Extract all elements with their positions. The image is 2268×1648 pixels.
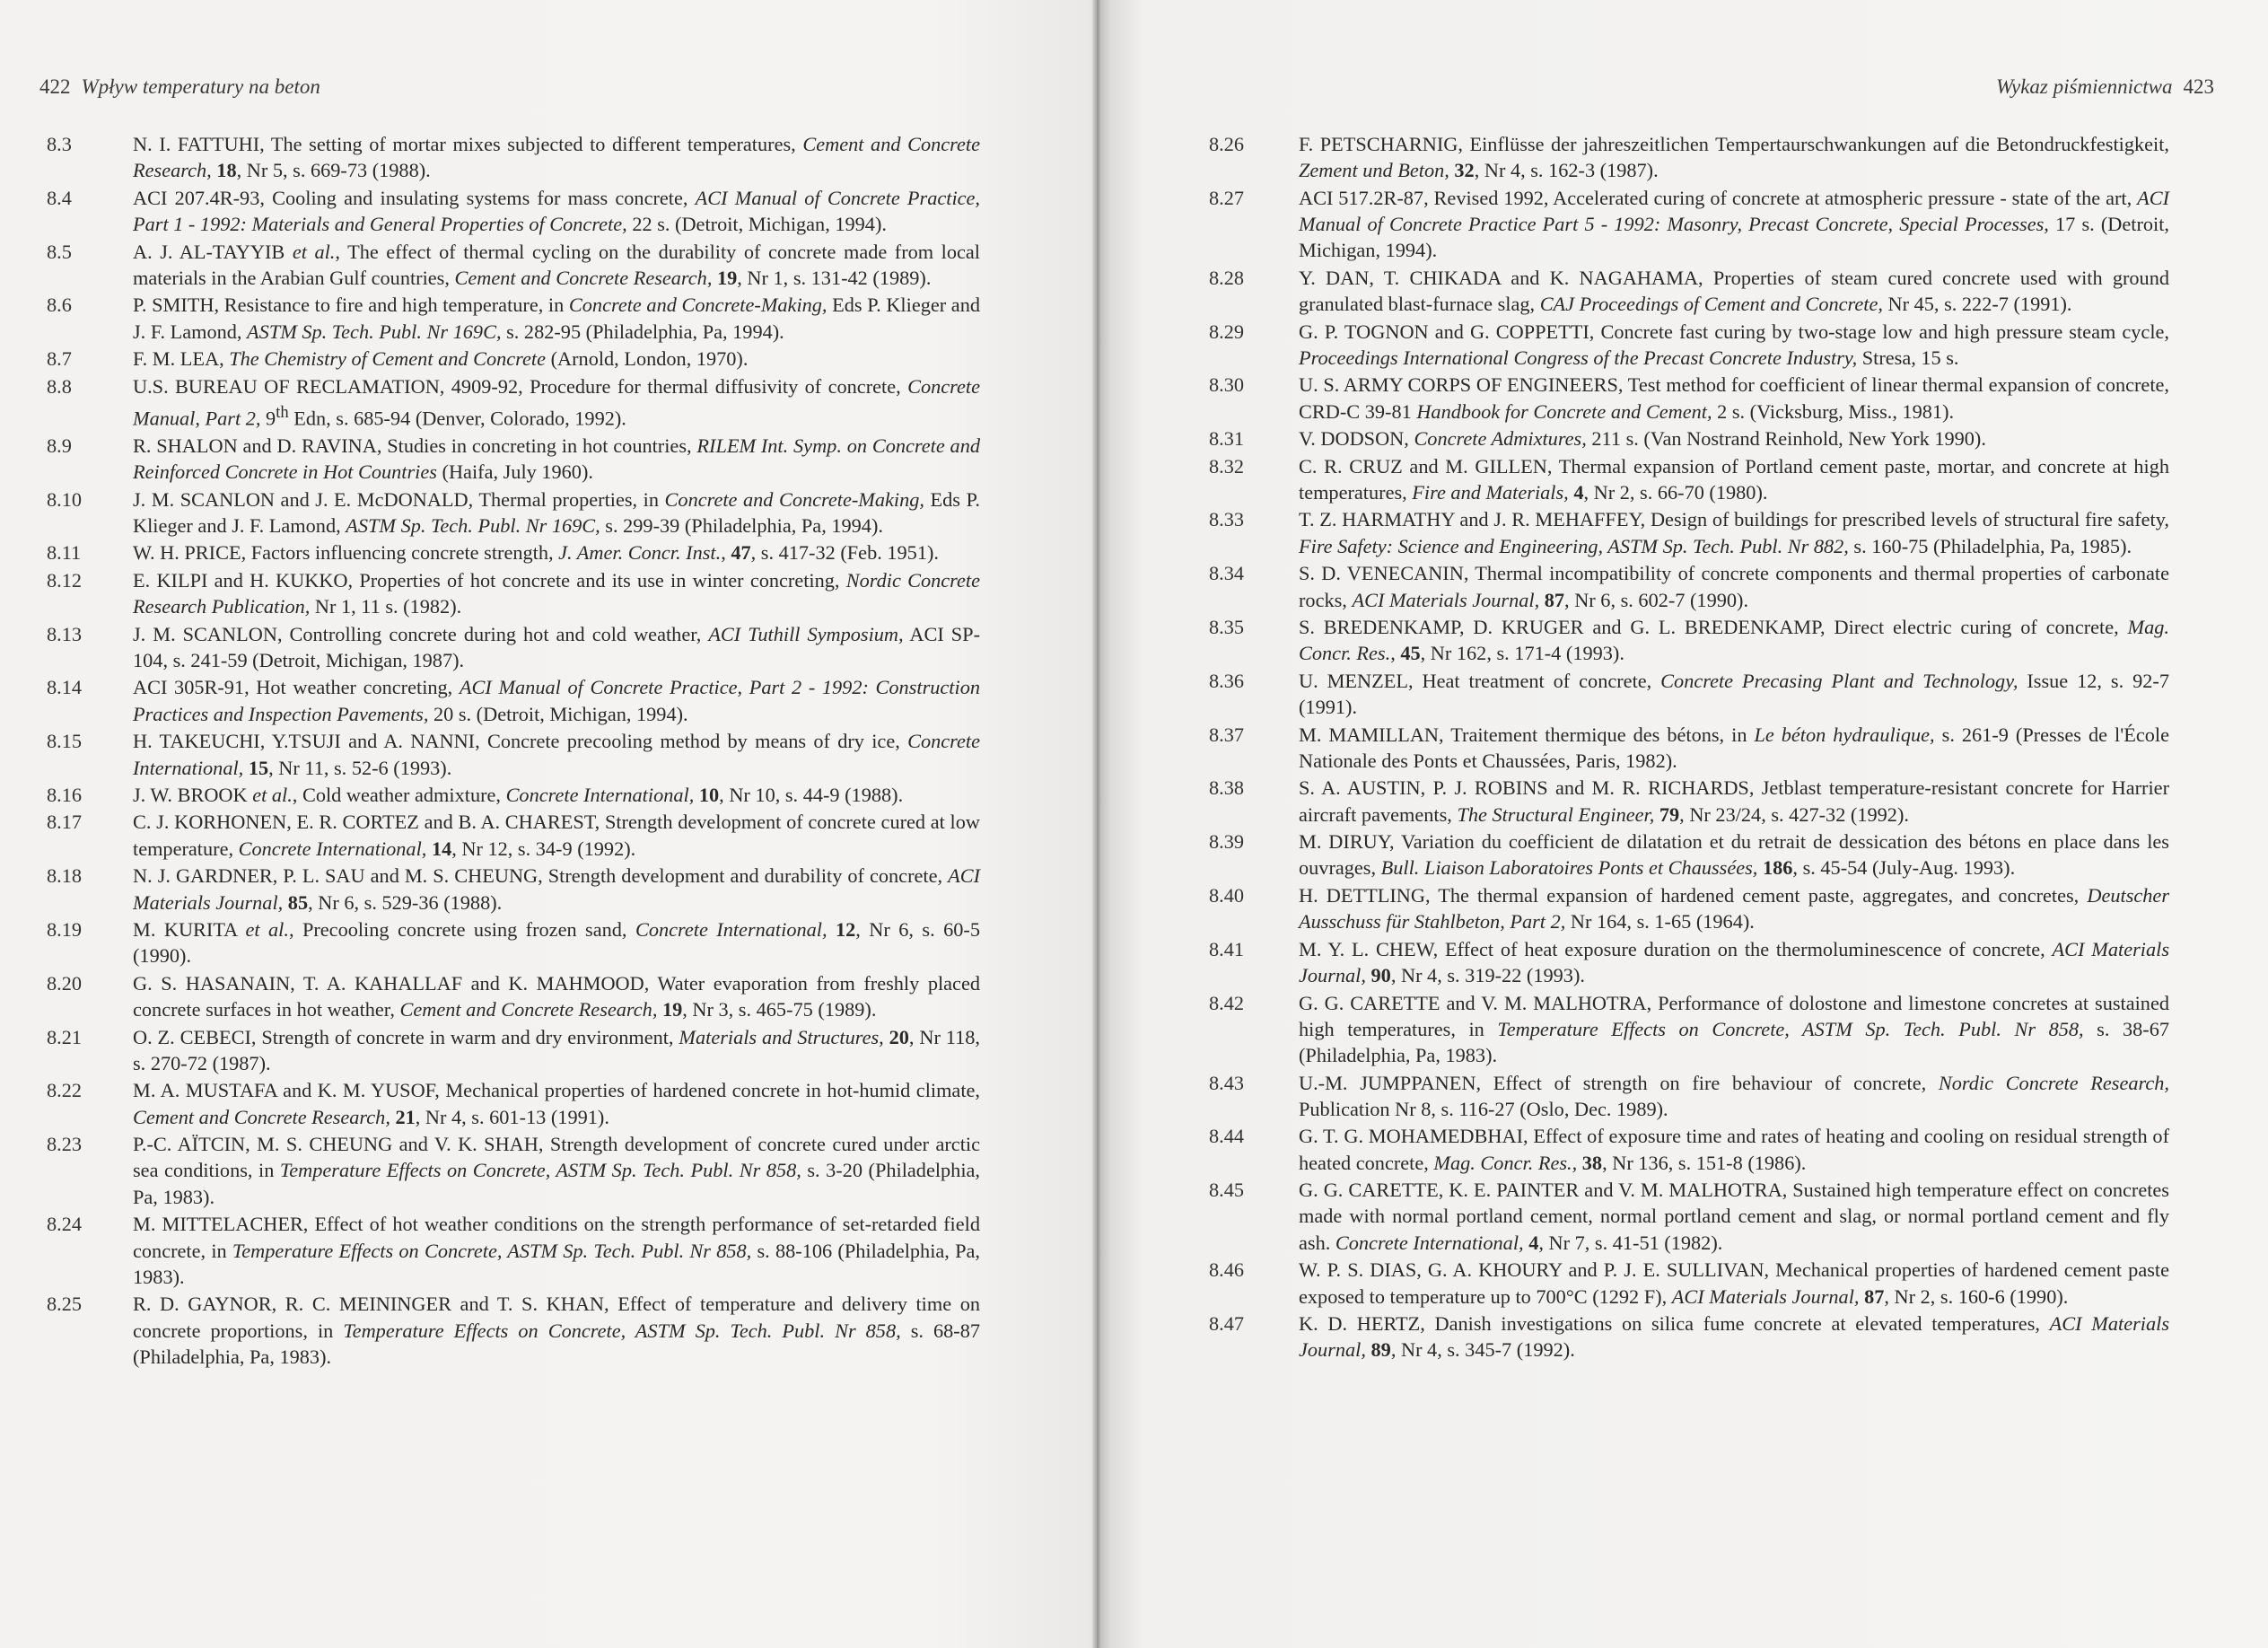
reference-item [47,1077,980,1130]
reference-text: N. J. GARDNER, P. L. SAU and M. S. CHEUNG, Strength development and durability of concrete, ACI Materials Journal, 85, Nr 6, s. 529-36 (1988). [133,864,980,914]
reference-text: O. Z. CEBECI, Strength of concrete in warm and dry environment, Materials and Structures, 20, Nr 118, s. 270-72 (1987). [133,1025,980,1074]
reference-item [47,185,980,238]
reference-number: 8.47 [1209,1312,1245,1335]
reference-text: H. DETTLING, The thermal expansion of hardened cement paste, aggregates, and concretes, Deutscher Ausschuss für Stahlbeton, Part 2, Nr 164, s. 1-65 (1964). [1299,883,2169,934]
reference-text: M. MAMILLAN, Traitement thermique des bétons, in Le béton hydraulique, s. 261-9 (Presses de l'École Nationale des Ponts et Chaussées, Paris, 1982). [1299,723,2169,772]
reference-item [47,373,980,432]
reference-item [1209,319,2169,372]
reference-item [1209,131,2169,184]
reference-number: 8.34 [1209,562,1245,585]
reference-number: 8.7 [47,347,72,371]
reference-number: 8.19 [47,918,83,942]
reference-text: M. MITTELACHER, Effect of hot weather conditions on the strength performance of set-retarded field concrete, in Temperature Effects on Concrete, ASTM Sp. Tech. Publ. Nr 858, s. 88-106 (Philadelphia, Pa, 1983). [133,1213,980,1288]
reference-number: 8.42 [1209,991,1245,1014]
reference-item [1209,668,2169,721]
reference-number: 8.29 [1209,320,1245,343]
reference-item [47,621,980,674]
reference-text: G. G. CARETTE and V. M. MALHOTRA, Performance of dolostone and limestone concretes at sustained high temperatures, in Temperature Effects on Concrete, ASTM Sp. Tech. Publ. Nr 858, s. 38-67 (Philadelphia, Pa, 1983). [1299,991,2169,1067]
reference-text: ACI 517.2R-87, Revised 1992, Accelerated curing of concrete at atmospheric pressure - state of the art, ACI Manual of Concrete Practice Part 5 - 1992: Masonry, Precast Concrete, Special Processes, 17 s. (Detroit, Michigan, 1994). [1299,186,2169,262]
reference-item [1209,560,2169,613]
reference-number: 8.3 [47,133,72,155]
reference-item [1209,614,2169,667]
reference-item [47,433,980,486]
reference-item [1209,775,2169,828]
reference-number: 8.28 [1209,266,1245,289]
reference-number: 8.20 [47,971,83,995]
right-page [1097,0,2268,1648]
reference-number: 8.27 [1209,186,1245,209]
reference-number: 8.16 [47,783,83,806]
reference-text: W. H. PRICE, Factors influencing concrete strength, J. Amer. Concr. Inst., 47, s. 417-32 (Feb. 1951). [133,541,939,565]
reference-text: C. R. CRUZ and M. GILLEN, Thermal expansion of Portland cement paste, mortar, and concrete at high temperatures, Fire and Materials, 4, Nr 2, s. 66-70 (1980). [1299,454,2169,504]
reference-text: W. P. S. DIAS, G. A. KHOURY and P. J. E. SULLIVAN, Mechanical properties of hardened cement paste exposed to temperature up to 700°C (1292 F), ACI Materials Journal, 87, Nr 2, s. 160-6 (1990). [1299,1258,2169,1308]
reference-item [1209,185,2169,264]
reference-text: E. KILPI and H. KUKKO, Properties of hot concrete and its use in winter concreting, Nordic Concrete Research Publication, Nr 1, 11 s. (1982). [133,568,980,618]
reference-item [47,487,980,539]
reference-number: 8.15 [47,730,83,753]
reference-item [47,131,980,184]
reference-item [1209,936,2169,989]
reference-text: F. M. LEA, The Chemistry of Cement and Concrete (Arnold, London, 1970). [133,347,749,371]
reference-text: G. G. CARETTE, K. E. PAINTER and V. M. MALHOTRA, Sustained high temperature effect on concretes made with normal portland cement, normal portland cement and slag, or normal portland cement and fly ash. Concrete International, 4, Nr 7, s. 41-51 (1982). [1299,1179,2169,1254]
reference-number: 8.14 [47,676,83,699]
reference-item [1209,1123,2169,1176]
reference-number: 8.37 [1209,723,1245,746]
reference-text: ACI 305R-91, Hot weather concreting, ACI Manual of Concrete Practice, Part 2 - 1992: Construction Practices and Inspection Pavements, 20 s. (Detroit, Michigan, 1994). [133,676,980,725]
reference-number: 8.38 [1209,776,1245,800]
reference-number: 8.11 [47,541,82,565]
reference-item [1209,1311,2169,1363]
reference-number: 8.25 [47,1293,83,1316]
reference-text: M. DIRUY, Variation du coefficient de dilatation et du retrait de dessication des bétons en place dans les ouvrages, Bull. Liaison Laboratoires Ponts et Chaussées, 186, s. 45-54 (July-Aug. 1993). [1299,830,2169,880]
reference-number: 8.17 [47,811,83,834]
left-running-head [39,75,320,99]
reference-text: P. SMITH, Resistance to fire and high temperature, in Concrete and Concrete-Making, Eds P. Klieger and J. F. Lamond, ASTM Sp. Tech. Publ. Nr 169C, s. 282-95 (Philadelphia, Pa, 1994). [133,294,981,343]
reference-item [47,346,980,372]
left-running-title: Wpływ temperatury na beton [81,75,320,98]
reference-number: 8.33 [1209,508,1245,531]
reference-number: 8.6 [47,294,72,317]
reference-number: 8.46 [1209,1258,1245,1282]
right-page-number: 423 [2183,75,2214,98]
left-page [0,0,1097,1648]
reference-text: K. D. HERTZ, Danish investigations on silica fume concrete at elevated temperatures, ACI Materials Journal, 89, Nr 4, s. 345-7 (1992). [1299,1312,2169,1362]
reference-number: 8.8 [47,374,72,398]
reference-number: 8.13 [47,622,83,645]
reference-item [47,674,980,727]
reference-text: G. S. HASANAIN, T. A. KAHALLAF and K. MAHMOOD, Water evaporation from freshly placed concrete surfaces in hot weather, Cement and Concrete Research, 19, Nr 3, s. 465-75 (1989). [133,971,980,1021]
reference-text: J. W. BROOK et al., Cold weather admixture, Concrete International, 10, Nr 10, s. 44-9 (1988). [133,783,904,806]
reference-text: ACI 207.4R-93, Cooling and insulating systems for mass concrete, ACI Manual of Concrete Practice, Part 1 - 1992: Materials and General Properties of Concrete, 22 s. (Detroit, Michigan, 1994). [133,186,981,236]
reference-item [47,1291,980,1370]
reference-item [47,567,980,620]
reference-number: 8.22 [47,1079,83,1102]
reference-number: 8.23 [47,1133,83,1156]
reference-number: 8.36 [1209,669,1245,692]
reference-text: S. A. AUSTIN, P. J. ROBINS and M. R. RICHARDS, Jetblast temperature-resistant concrete for Harrier aircraft pavements, The Structural Engineer, 79, Nr 23/24, s. 427-32 (1992). [1299,776,2169,826]
reference-text: S. D. VENECANIN, Thermal incompatibility of concrete components and thermal properties of carbonate rocks, ACI Materials Journal, 87, Nr 6, s. 602-7 (1990). [1299,562,2169,611]
reference-text: G. T. G. MOHAMEDBHAI, Effect of exposure time and rates of heating and cooling on residual strength of heated concrete, Mag. Concr. Res., 38, Nr 136, s. 151-8 (1986). [1299,1125,2169,1174]
reference-item [1209,828,2169,881]
reference-item [47,1131,980,1210]
reference-item [1209,506,2169,559]
reference-item [47,1211,980,1290]
reference-number: 8.26 [1209,133,1245,155]
reference-text: U. MENZEL, Heat treatment of concrete, Concrete Precasing Plant and Technology, Issue 12, s. 92-7 (1991). [1299,669,2169,719]
left-reference-list [47,131,980,1371]
reference-number: 8.5 [47,240,72,263]
reference-item [1209,453,2169,506]
reference-number: 8.32 [1209,454,1245,478]
reference-number: 8.45 [1209,1179,1245,1202]
right-reference-list [1209,131,2169,1364]
reference-text: Y. DAN, T. CHIKADA and K. NAGAHAMA, Properties of steam cured concrete used with ground granulated blast-furnace slag, CAJ Proceedings of Cement and Concrete, Nr 45, s. 222-7 (1991). [1299,266,2169,316]
reference-item [1209,372,2169,425]
reference-number: 8.35 [1209,616,1245,639]
reference-text: A. J. AL-TAYYIB et al., The effect of thermal cycling on the durability of concrete made from local materials in the Arabian Gulf countries, Cement and Concrete Research, 19, Nr 1, s. 131-42 (1989). [133,240,980,289]
reference-item [1209,990,2169,1069]
reference-item [1209,1070,2169,1123]
reference-item [1209,1177,2169,1256]
reference-item [1209,425,2169,451]
right-running-head [1996,75,2214,99]
reference-number: 8.39 [1209,830,1245,854]
reference-number: 8.43 [1209,1071,1245,1094]
reference-item [1209,882,2169,935]
reference-text: M. KURITA et al., Precooling concrete using frozen sand, Concrete International, 12, Nr 6, s. 60-5 (1990). [133,918,980,968]
reference-number: 8.10 [47,487,83,511]
reference-text: R. SHALON and D. RAVINA, Studies in concreting in hot countries, RILEM Int. Symp. on Concrete and Reinforced Concrete in Hot Countries (Haifa, July 1960). [133,434,980,484]
reference-number: 8.18 [47,864,83,888]
reference-item [47,970,980,1023]
reference-text: U.-M. JUMPPANEN, Effect of strength on fire behaviour of concrete, Nordic Concrete Research, Publication Nr 8, s. 116-27 (Oslo, Dec. 1989). [1299,1071,2169,1120]
reference-item [1209,722,2169,775]
reference-text: V. DODSON, Concrete Admixtures, 211 s. (Van Nostrand Reinhold, New York 1990). [1299,427,1986,451]
reference-item [47,1024,980,1077]
reference-number: 8.31 [1209,427,1245,451]
reference-text: H. TAKEUCHI, Y.TSUJI and A. NANNI, Concrete precooling method by means of dry ice, Concrete International, 15, Nr 11, s. 52-6 (1993). [133,730,980,779]
reference-text: P.-C. AÏTCIN, M. S. CHEUNG and V. K. SHAH, Strength development of concrete cured under arctic sea conditions, in Temperature Effects on Concrete, ASTM Sp. Tech. Publ. Nr 858, s. 3-20 (Philadelphia, Pa, 1983). [133,1133,981,1208]
reference-number: 8.41 [1209,937,1245,960]
reference-text: J. M. SCANLON and J. E. McDONALD, Thermal properties, in Concrete and Concrete-Making, Eds P. Klieger and J. F. Lamond, ASTM Sp. Tech. Publ. Nr 169C, s. 299-39 (Philadelphia, Pa, 1994). [133,487,980,537]
reference-text: N. I. FATTUHI, The setting of mortar mixes subjected to different temperatures, Cement and Concrete Research, 18, Nr 5, s. 669-73 (1988). [133,133,981,182]
reference-item [47,863,980,916]
reference-item [1209,1257,2169,1310]
reference-item [47,809,980,862]
reference-item [1209,265,2169,318]
reference-number: 8.40 [1209,883,1245,907]
reference-text: R. D. GAYNOR, R. C. MEININGER and T. S. KHAN, Effect of temperature and delivery time on concrete proportions, in Temperature Effects on Concrete, ASTM Sp. Tech. Publ. Nr 858, s. 68-87 (Philadelphia, Pa, 1983). [133,1293,981,1368]
reference-number: 8.12 [47,568,83,592]
reference-item [47,782,980,808]
left-page-number: 422 [39,75,71,98]
reference-text: U. S. ARMY CORPS OF ENGINEERS, Test method for coefficient of linear thermal expansion of concrete, CRD-C 39-81 Handbook for Concrete and Cement, 2 s. (Vicksburg, Miss., 1981). [1299,373,2169,423]
reference-number: 8.21 [47,1025,83,1048]
reference-number: 8.44 [1209,1125,1245,1148]
reference-text: F. PETSCHARNIG, Einflüsse der jahreszeitlichen Tempertaurschwankungen auf die Betondruckfestigkeit, Zement und Beton, 32, Nr 4, s. 162-3 (1987). [1299,133,2169,182]
reference-item [47,916,980,969]
reference-number: 8.9 [47,434,72,457]
reference-number: 8.24 [47,1213,83,1236]
reference-item [47,292,980,345]
reference-text: M. A. MUSTAFA and K. M. YUSOF, Mechanical properties of hardened concrete in hot-humid climate, Cement and Concrete Research, 21, Nr 4, s. 601-13 (1991). [133,1079,980,1128]
reference-item [47,728,980,781]
reference-text: U.S. BUREAU OF RECLAMATION, 4909-92, Procedure for thermal diffusivity of concrete, Concrete Manual, Part 2, 9th Edn, s. 685-94 (Denver, Colorado, 1992). [133,374,980,430]
reference-number: 8.4 [47,186,72,209]
reference-text: G. P. TOGNON and G. COPPETTI, Concrete fast curing by two-stage low and high pressure steam cycle, Proceedings International Congress of the Precast Concrete Industry, Stresa, 15 s. [1299,320,2169,369]
reference-text: M. Y. L. CHEW, Effect of heat exposure duration on the thermoluminescence of concrete, ACI Materials Journal, 90, Nr 4, s. 319-22 (1993). [1299,937,2169,987]
reference-text: T. Z. HARMATHY and J. R. MEHAFFEY, Design of buildings for prescribed levels of structural fire safety, Fire Safety: Science and Engineering, ASTM Sp. Tech. Publ. Nr 882, s. 160-75 (Philadelphia, Pa, 1985). [1299,508,2169,557]
reference-text: J. M. SCANLON, Controlling concrete during hot and cold weather, ACI Tuthill Symposium, ACI SP-104, s. 241-59 (Detroit, Michigan, 1987). [133,622,980,671]
reference-text: C. J. KORHONEN, E. R. CORTEZ and B. A. CHAREST, Strength development of concrete cured at low temperature, Concrete International, 14, Nr 12, s. 34-9 (1992). [133,811,980,860]
book-gutter [1091,0,1100,1648]
reference-number: 8.30 [1209,373,1245,397]
reference-item [47,239,980,292]
right-running-title: Wykaz piśmiennictwa [1995,75,2173,98]
reference-item [47,539,980,565]
reference-text: S. BREDENKAMP, D. KRUGER and G. L. BREDENKAMP, Direct electric curing of concrete, Mag. Concr. Res., 45, Nr 162, s. 171-4 (1993). [1299,616,2169,665]
